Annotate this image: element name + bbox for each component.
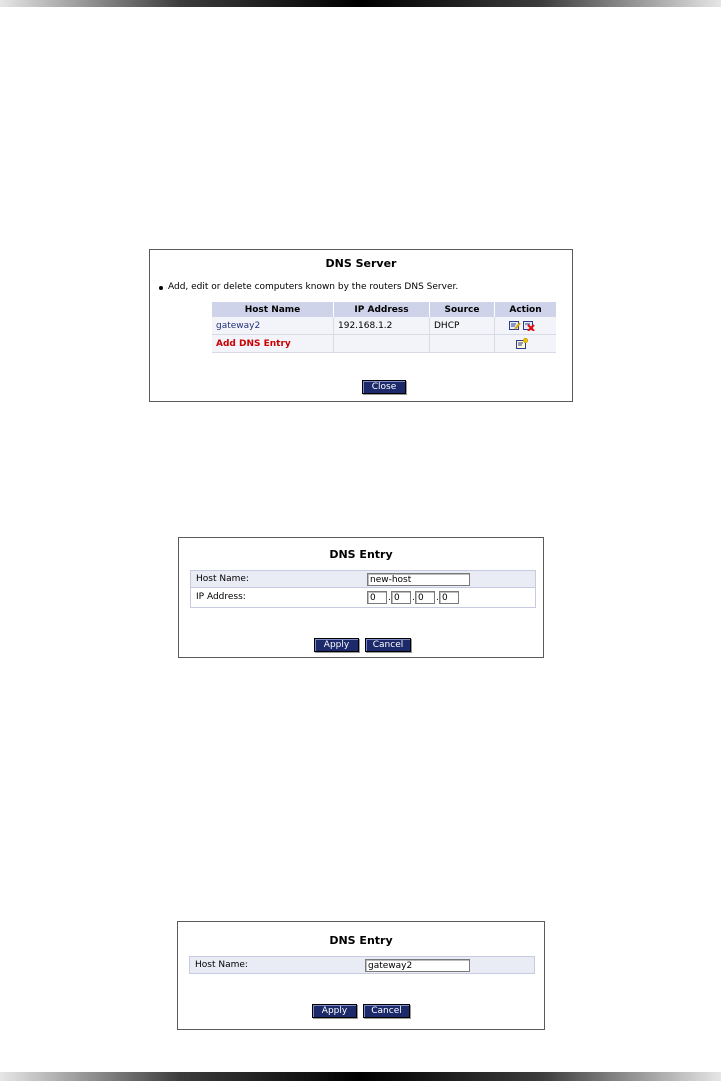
source-cell: DHCP [430,317,495,335]
empty-cell [430,335,495,353]
dns-entry-title: DNS Entry [329,548,393,561]
ip-separator: . [436,593,439,603]
add-dns-entry-link[interactable]: Add DNS Entry [212,335,334,353]
table-row [212,317,556,335]
close-button[interactable]: Close [362,380,406,394]
ip-separator: . [388,593,391,603]
dns-server-title: DNS Server [325,257,397,270]
empty-cell [334,335,430,353]
dns-entry-panel-edit [177,921,545,1030]
action-cell [495,317,557,335]
cancel-button[interactable]: Cancel [363,1004,410,1018]
add-action-cell [495,335,557,353]
edit-icon[interactable] [509,320,521,331]
dns-entries-table [212,302,556,353]
delete-icon[interactable] [523,320,535,331]
new-entry-icon[interactable] [516,338,528,349]
ip-octet-1-input[interactable]: 0 [367,591,387,604]
host-link-gateway2[interactable]: gateway2 [212,317,334,335]
ip-octet-4-input[interactable]: 0 [439,591,459,604]
ip-address-label: IP Address: [196,592,246,602]
col-action: Action [495,302,557,317]
apply-button[interactable]: Apply [312,1004,357,1018]
col-source: Source [430,302,495,317]
ip-separator: . [412,593,415,603]
apply-button[interactable]: Apply [314,638,359,652]
host-name-row [189,956,535,974]
dns-server-description: Add, edit or delete computers known by the routers DNS Server. [168,282,459,292]
top-decorative-bar [0,0,721,7]
dns-entry-title: DNS Entry [329,934,393,947]
host-name-label: Host Name: [195,960,248,970]
ip-octet-2-input[interactable]: 0 [391,591,411,604]
cancel-button[interactable]: Cancel [365,638,411,652]
host-name-input[interactable]: new-host [367,573,470,586]
ip-cell: 192.168.1.2 [334,317,430,335]
dns-entry-panel-new [178,537,544,658]
host-name-row [190,570,536,588]
ip-octet-3-input[interactable]: 0 [415,591,435,604]
col-ip-address: IP Address [334,302,430,317]
bullet-icon [159,286,163,290]
host-name-label: Host Name: [196,574,249,584]
dns-server-panel [149,249,573,402]
bottom-decorative-bar [0,1072,721,1081]
host-name-input[interactable]: gateway2 [365,959,470,972]
col-host-name: Host Name [212,302,334,317]
ip-address-row [190,588,536,608]
table-row-add [212,335,556,353]
table-header-row [212,302,556,317]
